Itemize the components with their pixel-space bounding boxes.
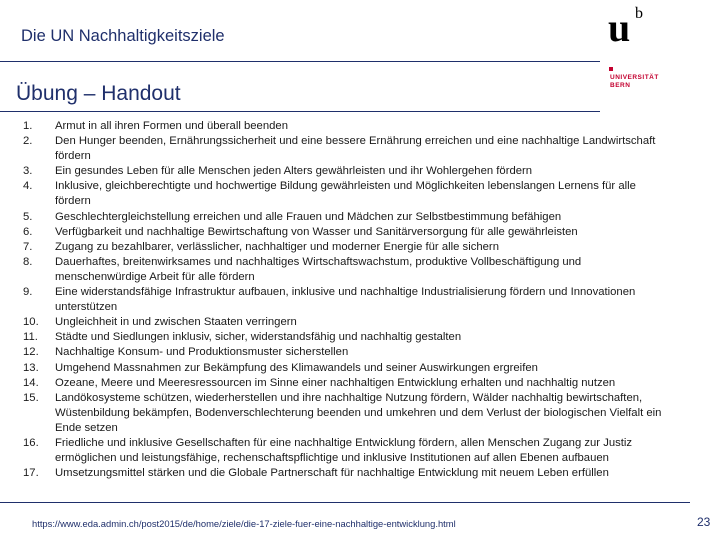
goal-text: Zugang zu bezahlbarer, verlässlicher, nachhaltiger und moderner Energie für alle sichern [55, 240, 499, 253]
university-logo [608, 2, 708, 96]
goal-text: Umsetzungsmittel stärken und die Globale Partnerschaft für nachhaltige Entwicklung mit neuem Leben erfüllen [55, 467, 609, 480]
header-divider [0, 61, 600, 62]
goal-item [23, 240, 673, 255]
goal-text: Ungleichheit in und zwischen Staaten verringern [55, 316, 297, 329]
goal-number: 17. [23, 467, 39, 480]
goal-item [23, 285, 673, 315]
goal-text: Ozeane, Meere und Meeresressourcen im Sinne einer nachhaltigen Entwicklung erhalten und nachhaltig nutzen [55, 376, 616, 389]
logo-superscript: b [635, 5, 643, 22]
goal-item [23, 345, 673, 360]
logo-university-label: UNIVERSITÄT [610, 74, 659, 81]
goal-text: Umgehend Massnahmen zur Bekämpfung des Klimawandels und seiner Auswirkungen ergreifen [55, 361, 538, 374]
logo-red-marker [609, 67, 613, 71]
goal-text: Eine widerstandsfähige Infrastruktur aufbauen, inklusive und nachhaltige Industrialisierung fördern und Innovationen unterstützen [55, 286, 636, 314]
goal-text: Nachhaltige Konsum- und Produktionsmuster sicherstellen [55, 346, 349, 359]
goal-item [23, 119, 673, 134]
goal-item [23, 330, 673, 345]
goal-number: 11. [23, 331, 38, 344]
logo-city-label: BERN [610, 82, 631, 89]
goal-number: 4. [23, 180, 33, 193]
header-title: Die UN Nachhaltigkeitsziele [21, 27, 225, 45]
goal-item [23, 391, 673, 436]
goal-item [23, 210, 673, 225]
source-link[interactable]: https://www.eda.admin.ch/post2015/de/home/ziele/die-17-ziele-fuer-eine-nachhaltige-entwicklung.html [32, 518, 456, 529]
goal-text: Städte und Siedlungen inklusiv, sicher, widerstandsfähig und nachhaltig gestalten [55, 331, 462, 344]
goal-number: 13. [23, 361, 39, 374]
goal-text: Verfügbarkeit und nachhaltige Bewirtschaftung von Wasser und Sanitärversorgung für alle gewährleisten [55, 225, 578, 238]
goal-number: 8. [23, 255, 33, 268]
goal-number: 1. [23, 120, 33, 132]
goal-text: Inklusive, gleichberechtigte und hochwertige Bildung gewährleisten und Möglichkeiten lebenslangen Lernens für alle fördern [55, 180, 636, 208]
page-number: 23 [697, 515, 711, 529]
goal-number: 7. [23, 240, 33, 253]
goal-number: 12. [23, 346, 39, 359]
goal-number: 16. [23, 436, 39, 449]
goals-list [23, 119, 673, 481]
goal-item [23, 315, 673, 330]
goal-text: Dauerhaftes, breitenwirksames und nachhaltiges Wirtschaftswachstum, produktive Vollbeschäftigung und menschenwürdige Arbeit für alle fördern [55, 255, 582, 283]
goal-item [23, 164, 673, 179]
goal-number: 10. [23, 316, 39, 329]
goal-number: 9. [23, 286, 33, 299]
footer-divider [0, 502, 690, 503]
goal-item [23, 179, 673, 209]
goal-number: 15. [23, 391, 39, 404]
goal-item [23, 361, 673, 376]
goal-number: 5. [23, 210, 33, 223]
logo-mark: u [608, 5, 631, 50]
goal-text: Ein gesundes Leben für alle Menschen jeden Alters gewährleisten und ihr Wohlergehen fördern [55, 165, 533, 178]
goal-item [23, 255, 673, 285]
goal-number: 3. [23, 165, 33, 178]
goal-text: Den Hunger beenden, Ernährungssicherheit und eine bessere Ernährung erreichen und eine nachhaltige Landwirtschaft fördern [55, 135, 656, 163]
goal-item [23, 225, 673, 240]
goal-item [23, 134, 673, 164]
goal-item [23, 466, 673, 481]
goal-text: Geschlechtergleichstellung erreichen und alle Frauen und Mädchen zur Selbstbestimmung befähigen [55, 210, 562, 223]
goal-number: 14. [23, 376, 39, 389]
goal-item [23, 436, 673, 466]
goal-text: Armut in all ihren Formen und überall beenden [55, 120, 288, 132]
goal-item [23, 376, 673, 391]
title-divider [0, 111, 600, 112]
slide-title: Übung – Handout [16, 82, 181, 105]
goal-text: Landökosysteme schützen, wiederherstellen und ihre nachhaltige Nutzung fördern, Wälder nachhaltig bewirtschaften, Wüstenbildung bekämpfen, Bodenverschlechterung beenden und umkehren und dem Verlust der biologischen Vielfalt ein Ende setzen [55, 391, 662, 434]
goal-number: 6. [23, 225, 33, 238]
goal-text: Friedliche und inklusive Gesellschaften für eine nachhaltige Entwicklung fördern, allen Menschen Zugang zur Justiz ermöglichen und leistungsfähige, rechenschaftspflichtige und inklusive Institutionen auf allen Ebenen aufbauen [55, 436, 633, 465]
goal-number: 2. [23, 135, 33, 148]
